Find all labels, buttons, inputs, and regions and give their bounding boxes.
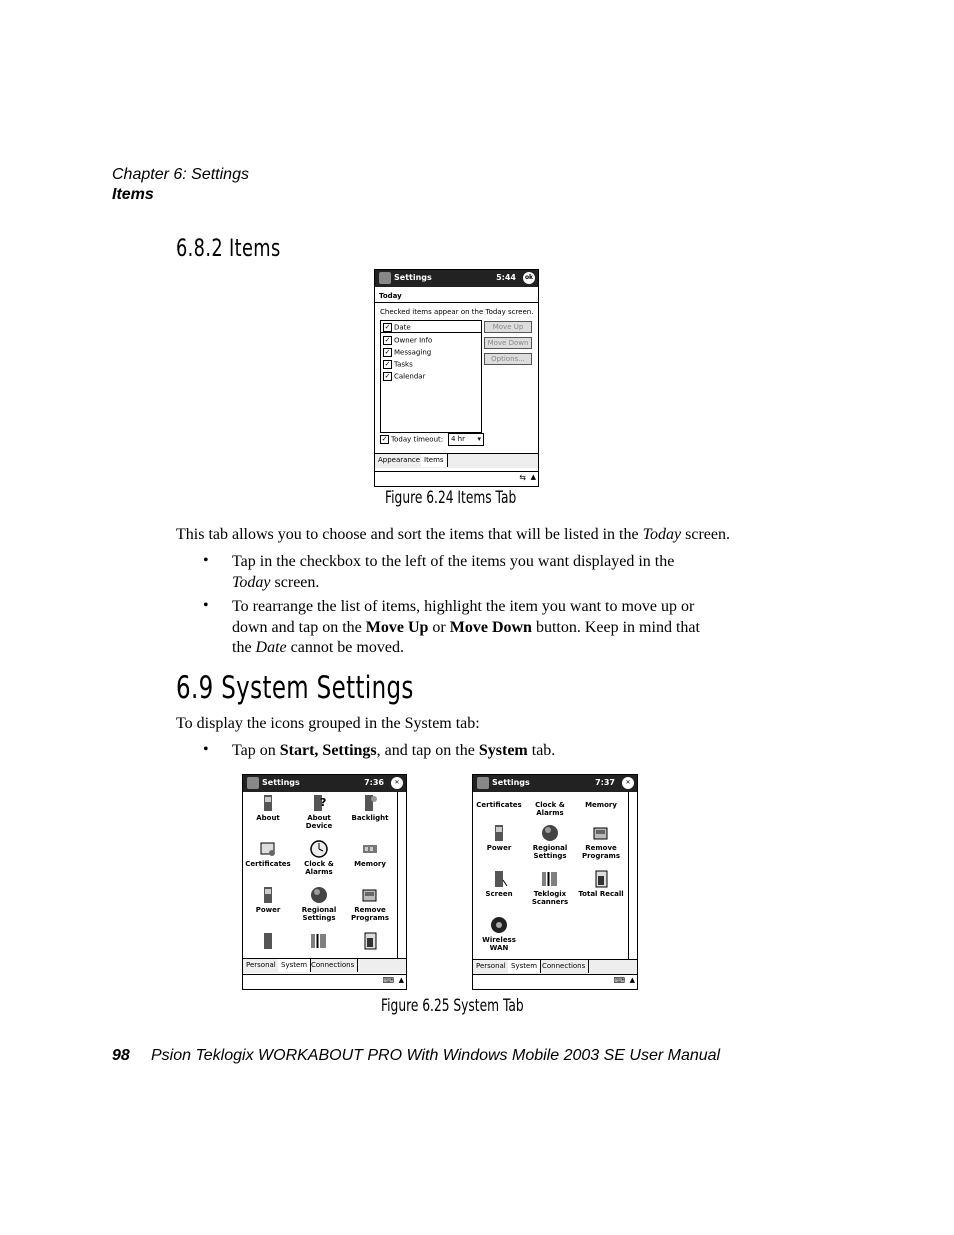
move-down-button: Move Down <box>484 337 532 349</box>
menu-bar <box>243 974 406 989</box>
title-bar <box>473 775 637 792</box>
keyboard-icon: ⌨ <box>613 976 625 985</box>
bullet-item-checkbox: Tap in the checkbox to the left of the items you want displayed in the Today screen. <box>232 553 675 591</box>
backlight-icon: Backlight <box>347 794 393 822</box>
total-recall-icon <box>347 932 393 952</box>
keyboard-icon: ⌨ <box>382 976 394 985</box>
running-header-section: Items <box>112 186 154 203</box>
bullet-mark: • <box>203 597 209 614</box>
timeout-select: 4 hr ▾ <box>448 433 484 446</box>
clock-alarms-label: Clock & Alarms <box>535 801 565 817</box>
instruction-text: Checked items appear on the Today screen. <box>380 308 534 316</box>
up-arrow-icon: ▲ <box>398 976 404 984</box>
close-icon: ✕ <box>622 777 634 789</box>
section-heading-6-8-2: 6.8.2 Items <box>176 234 281 262</box>
figure-items-tab-screenshot <box>374 269 539 487</box>
list-item: ✓ Messaging <box>384 348 432 357</box>
total-recall-icon: Total Recall <box>578 870 624 898</box>
bullet-mark: • <box>203 552 209 569</box>
screen-icon: Screen <box>476 870 522 898</box>
tab-appearance: Appearance <box>375 454 424 467</box>
close-icon: ✕ <box>391 777 403 789</box>
up-arrow-icon: ▲ <box>530 473 536 481</box>
memory-icon: Memory <box>347 840 393 868</box>
scrollbar <box>628 792 637 959</box>
list-item: ✓ Calendar <box>384 372 426 381</box>
input-panel-icon: ⇆ <box>519 473 526 482</box>
bullet-item-system-tab: Tap on Start, Settings, and tap on the System tab. <box>232 742 556 759</box>
remove-programs-icon: Remove Programs <box>578 824 624 860</box>
menu-bar <box>375 471 538 486</box>
running-footer-title: Psion Teklogix WORKABOUT PRO With Windows Mobile 2003 SE User Manual <box>151 1047 721 1064</box>
ok-button: ok <box>523 272 535 284</box>
tab-items: Items <box>421 454 448 467</box>
items-list <box>380 320 482 433</box>
wireless-wan-icon: Wireless WAN <box>476 916 522 952</box>
tab-strip <box>473 959 637 974</box>
list-item: ✓ Owner Info <box>384 336 433 345</box>
bullet-item-rearrange: To rearrange the list of items, highlight the item you want to move up or down and tap on the Move Up or Move Down button. Keep in mind that the Date cannot be moved. <box>232 598 700 656</box>
title-bar <box>243 775 406 792</box>
up-arrow-icon: ▲ <box>629 976 635 984</box>
tab-connections: Connections <box>539 960 589 973</box>
regional-settings-icon: Regional Settings <box>296 886 342 922</box>
scrollbar <box>397 792 406 958</box>
memory-label: Memory <box>585 801 617 809</box>
tab-personal: Personal <box>243 959 280 972</box>
certificates-label: Certificates <box>476 801 522 809</box>
move-up-button: Move Up <box>484 321 532 333</box>
start-icon <box>477 777 489 789</box>
about-device-icon: ? About Device <box>305 796 333 830</box>
tab-connections: Connections <box>308 959 358 972</box>
bullet-mark: • <box>203 741 209 758</box>
remove-programs-icon: Remove Programs <box>347 886 393 922</box>
section-heading-6-9: 6.9 System Settings <box>176 670 414 706</box>
title-bar-time: 7:37 <box>595 778 615 787</box>
regional-settings-icon: Regional Settings <box>527 824 573 860</box>
figure-caption-6-24: Figure 6.24 Items Tab <box>385 488 517 508</box>
figure-caption-6-25: Figure 6.25 System Tab <box>381 996 524 1016</box>
about-icon: About <box>245 794 291 822</box>
screen-icon <box>245 932 291 952</box>
tab-system: System <box>508 960 541 973</box>
options-button: Options... <box>484 353 532 365</box>
start-icon <box>379 272 391 284</box>
tab-personal: Personal <box>473 960 510 973</box>
title-bar-title: Settings <box>394 273 432 282</box>
power-icon: Power <box>476 824 522 852</box>
running-header-chapter: Chapter 6: Settings <box>112 166 249 183</box>
list-item: ✓ Date <box>381 321 481 333</box>
title-bar <box>375 270 538 287</box>
svg-text:?: ? <box>320 796 327 809</box>
title-bar-time: 5:44 <box>496 273 516 282</box>
start-icon <box>247 777 259 789</box>
today-timeout-row: ✓ Today timeout: <box>381 435 444 444</box>
figure-system-tab-screenshot-1 <box>242 774 407 990</box>
paragraph-items-intro: This tab allows you to choose and sort the items that will be listed in the Today screen. <box>176 526 730 543</box>
power-icon: Power <box>245 886 291 914</box>
menu-bar <box>473 974 637 989</box>
teklogix-scanners-icon <box>296 932 342 952</box>
tab-system: System <box>278 959 311 972</box>
title-bar-title: Settings <box>262 778 300 787</box>
screen-subtitle: Today <box>379 292 402 300</box>
figure-system-tab-screenshot-2 <box>472 774 638 990</box>
title-bar-time: 7:36 <box>364 778 384 787</box>
tab-strip <box>375 453 538 468</box>
clock-alarms-icon: Clock & Alarms <box>296 840 342 876</box>
tab-strip <box>243 958 406 973</box>
teklogix-scanners-icon: Teklogix Scanners <box>527 870 573 906</box>
list-item: ✓ Tasks <box>384 360 413 369</box>
page-number: 98 <box>112 1047 130 1064</box>
title-bar-title: Settings <box>492 778 530 787</box>
certificates-icon: Certificates <box>245 840 291 868</box>
paragraph-system-intro: To display the icons grouped in the System tab: <box>176 715 480 732</box>
